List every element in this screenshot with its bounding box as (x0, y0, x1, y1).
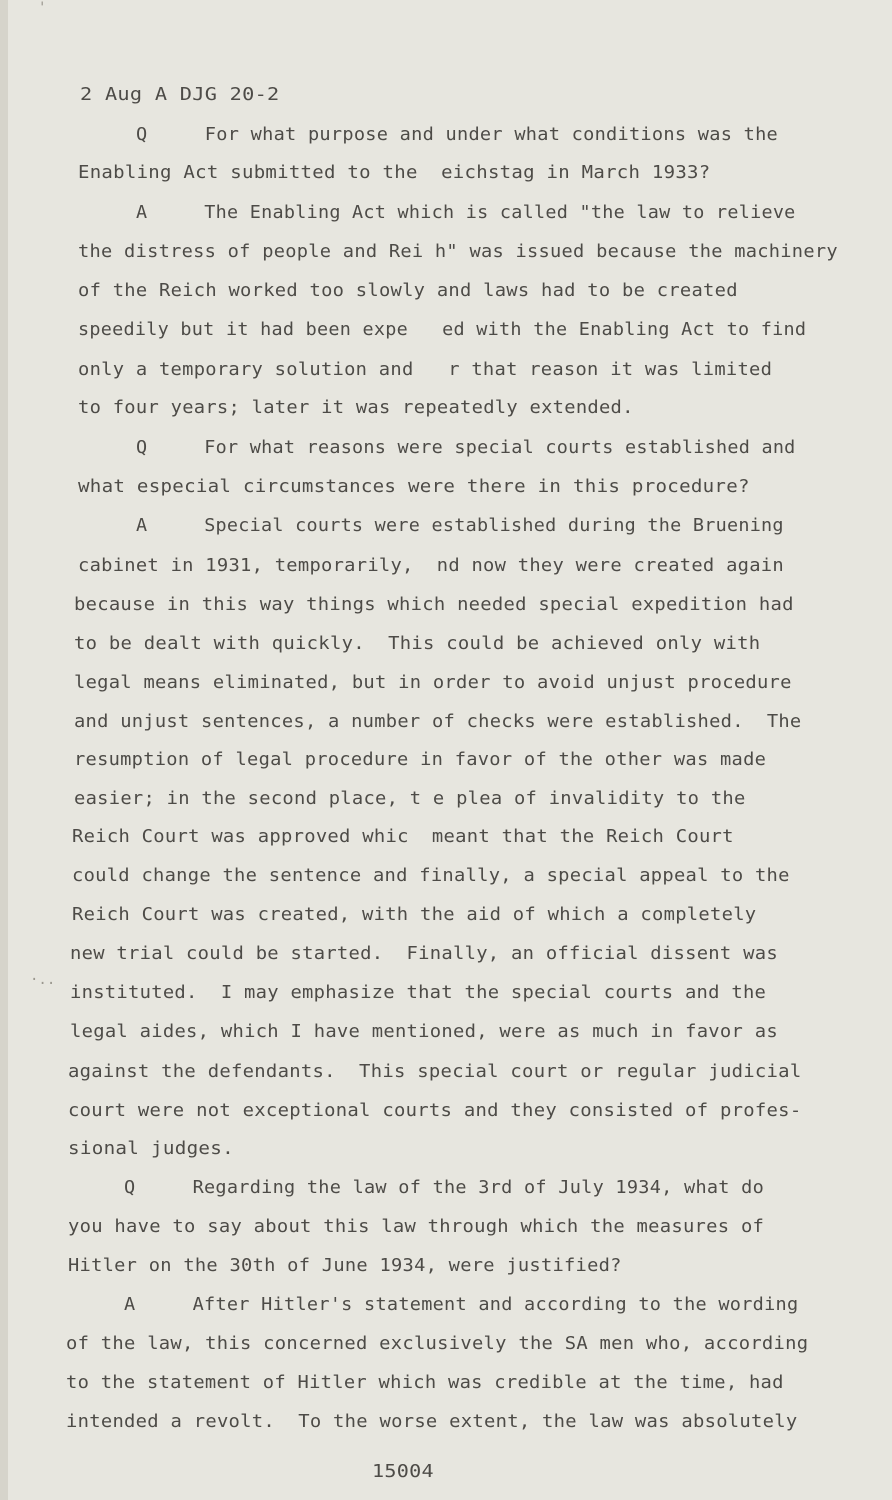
text-line: and unjust sentences, a number of checks were established. The (74, 712, 802, 732)
page-number: 15004 (372, 1462, 434, 1482)
text-line: intended a revolt. To the worse extent, the law was absolutely (66, 1412, 798, 1432)
page-header: 2 Aug A DJG 20-2 (80, 85, 280, 105)
text-line: could change the sentence and finally, a special appeal to the (72, 866, 790, 886)
text-line: Hitler on the 30th of June 1934, were justified? (68, 1256, 622, 1276)
text-line: legal aides, which I have mentioned, were as much in favor as (70, 1022, 778, 1042)
text-line: speedily but it had been expe ed with the Enabling Act to find (78, 320, 807, 340)
text-line: against the defendants. This special court or regular judicial (68, 1062, 802, 1082)
text-line: cabinet in 1931, temporarily, nd now they were created again (78, 556, 784, 576)
text-line: the distress of people and Rei h" was issued because the machinery (78, 242, 838, 262)
corner-tick-mark: ' (38, 0, 47, 16)
text-line: Q Regarding the law of the 3rd of July 1934, what do (124, 1178, 765, 1198)
text-line: legal means eliminated, but in order to avoid unjust procedure (74, 673, 792, 693)
text-line: Reich Court was approved whic meant that the Reich Court (72, 827, 734, 847)
text-line: Q For what reasons were special courts established and (136, 438, 796, 458)
text-line: A Special courts were established during the Bruening (136, 516, 784, 536)
text-line: Enabling Act submitted to the eichstag in March 1933? (78, 163, 711, 183)
text-line: to the statement of Hitler which was credible at the time, had (66, 1373, 784, 1393)
margin-ink-mark: ·.. (30, 972, 56, 988)
text-line: A After Hitler's statement and according to the wording (124, 1295, 799, 1315)
text-line: sional judges. (68, 1139, 235, 1159)
text-line: you have to say about this law through which the measures of (68, 1217, 765, 1237)
text-line: court were not exceptional courts and they consisted of profes- (68, 1101, 802, 1121)
text-line: what especial circumstances were there in this procedure? (78, 477, 750, 497)
text-line: to be dealt with quickly. This could be achieved only with (74, 634, 761, 654)
text-line: of the law, this concerned exclusively the SA men who, according (66, 1334, 809, 1354)
text-line: of the Reich worked too slowly and laws had to be created (78, 281, 738, 301)
text-line: resumption of legal procedure in favor of the other was made (74, 750, 767, 770)
text-line: new trial could be started. Finally, an official dissent was (70, 944, 778, 964)
text-line: because in this way things which needed special expedition had (74, 595, 794, 615)
text-line: to four years; later it was repeatedly extended. (78, 398, 634, 418)
text-line: instituted. I may emphasize that the special courts and the (70, 983, 767, 1003)
text-line: A The Enabling Act which is called "the law to relieve (136, 203, 796, 223)
text-line: only a temporary solution and r that reason it was limited (78, 360, 773, 380)
text-line: Q For what purpose and under what conditions was the (136, 125, 779, 145)
text-line: Reich Court was created, with the aid of which a completely (72, 905, 757, 925)
text-line: easier; in the second place, t e plea of invalidity to the (74, 789, 746, 809)
